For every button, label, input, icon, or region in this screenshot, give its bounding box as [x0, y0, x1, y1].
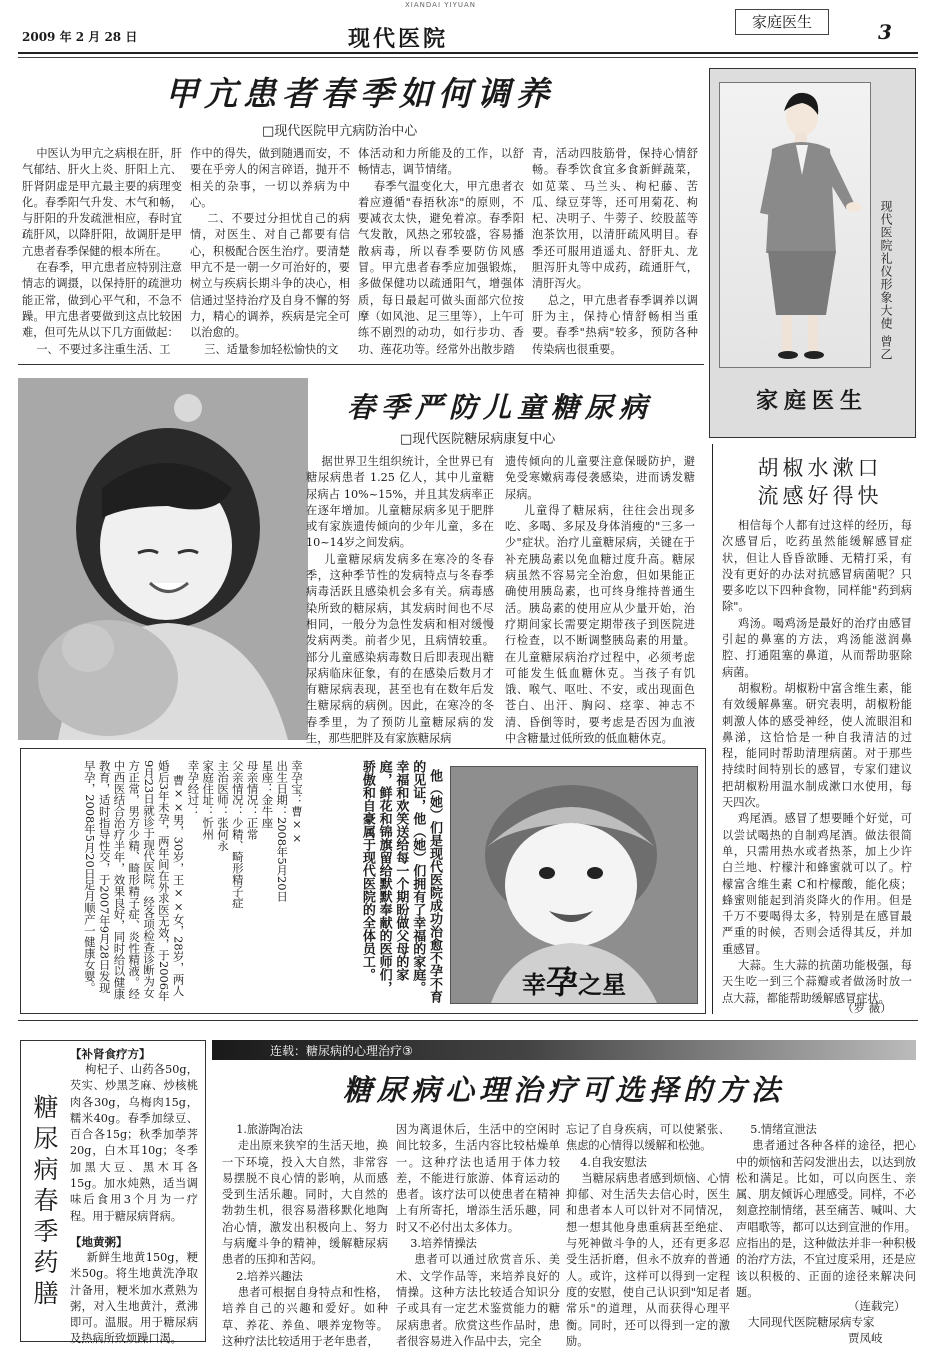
star-intro: 他（她）们是现代医院成功治愈不孕不育的见证，他（她）们拥有了幸福的家庭。幸福和欢笑送给每一个期盼做父母的家庭，鲜花和锦旗留给默默奉献的医师们，骄傲和自豪属于现代医院的全体员工。 [359, 760, 442, 1004]
header-rule-thin [18, 57, 918, 58]
header-rule [18, 52, 918, 54]
recipes-heading-1: 【补肾食疗方】 [70, 1047, 151, 1061]
article3-col1: 1.旅游陶冶法 走出原来狭窄的生活天地，换一下环境，投入大自然，非常容易摆脱不良心情的影响，从而感受到生活乐趣。同时，大自然的勃勃生机，很容易潜移默化地陶冶心情，激发出积极向上、努力与病魔斗争的精神，缓解糖尿病患者的压抑和苦闷。 2.培养兴趣法 患者可根据自身特点和性格，培养自己的兴趣和爱好。如种草、养花、养鱼、喂养宠物等。这种疗法比较适用于老年患者， [222, 1123, 388, 1348]
article1-byline: □现代医院甲亢病防治中心 [262, 124, 418, 139]
sidebar-divider [712, 444, 713, 1014]
article1-col1: 中医认为甲亢之病根在肝，肝气郁结、肝火上炎、肝阳上亢、肝肾阴虚是甲亢最主要的病理变化。春季阳气升发、木气和畅，与肝阳的升发疏泄相应，春时宜疏肝风，以降肝阳，故调肝是甲亢患者春季保健的根本所在。 在春季，甲亢患者应特别注意情志的调摄，以保持肝的疏泄功能正常，做到心平气和，不急不躁。甲亢患者要做到这点比较困难，但可先从以下几方面做起： 一、不要过多注重生活、工 [22, 147, 182, 356]
star-label-big: 孕 [545, 963, 578, 1001]
article2-col2: 遗传倾向的儿童要注意保暖防护，避免受寒嫩病毒侵袭感染，进而诱发糖尿病。 儿童得了糖尿病，往往会出现多吃、多喝、多尿及身体消瘦的"三多一少"症状。治疗儿童糖尿病，关键在于补充胰岛素以免血糖过度升高。糖尿病虽然不容易完全治愈，但如果能正确使用胰岛素，也可终身维持普通生活。胰岛素的使用应从少量开始，治疗期间家长需要定期带孩子到医院进行检查，以不断调整胰岛素的用量。在儿童糖尿病治疗过程中，必须考虑可能发生低血糖休克。当孩子有饥饿、喉气、呕吐、不安，或出现面色苍白、出汗、胸闷、痉挛、神志不清、昏倒等时，要考虑是否因为血液中含糖量过低所致的低血糖休克。 [505, 455, 695, 746]
ambassador-caption: 现代医院礼仪形象大使 曾乙 [879, 200, 893, 361]
article3-author-3: 贾凤岐 [848, 1331, 883, 1345]
article1-col2: 作中的得失，做到随遇而安，不要在乎旁人的闲言碎语，抛开不相关的杂事，一切以养病为中心。 二、不要过分担忧自己的病情，对医生、对自己都要有信心，积极配合医生治疗。要清楚甲亢不是一朝一夕可治好的，要树立与疾病长期斗争的决心，相信通过坚持治疗及自身不懈的努力，精心的调养，疾病是完全可以治愈的。 三、适量参加轻松愉快的文 [190, 147, 350, 356]
page-number: 3 [878, 20, 892, 44]
issue-date: 2009 年 2 月 28 日 [22, 30, 138, 44]
recipes-body-2: 新鲜生地黄150g，粳米50g。将生地黄洗净取汁备用，粳米加水煮熟为粥，对入生地黄汁，煮沸即可。温服。用于糖尿病及热病所致烦躁口渴。 [70, 1251, 198, 1346]
article3-col3: 忘记了自身疾病，可以使紧张、焦虑的心情得以缓解和松弛。 4.自我安慰法 当糖尿病患者感到烦恼、心情抑郁、对生活失去信心时，医生和患者本人可以针对不同情况，想一想其他身患重病甚至绝症、与死神做斗争的人，还有更多忍受生活折磨，但永不放弃的普通人。或许，这样可以得到一定程度的安慰，使自己认识到"知足者常乐"的道理，从而获得心理平衡。同时，还可以得到一定的激励。 [566, 1123, 730, 1348]
article3-author-2: 大同现代医院糖尿病专家 [748, 1315, 875, 1329]
sidebar-title-2: 流感好得快 [757, 484, 883, 508]
sidebar-author: （罗 薇） [842, 1001, 892, 1015]
article1-title: 甲亢患者春季如何调养 [165, 74, 555, 113]
recipes-body-1: 枸杞子、山药各50g，芡实、炒黑芝麻、炒核桃肉各30g，乌梅肉15g，糯米40g。春季加绿豆、百合各15g；秋季加荸荠20g，白木耳10g；冬季加黑大豆、黑木耳各15g。加水炖熟，适当调味后食用3个月为一疗程。用于糖尿病肾病。 [70, 1063, 198, 1223]
section-tag: 家庭医生 [735, 9, 829, 35]
article1-col4: 青，活动四肢筋骨，保持心情舒畅。春季饮食宜多食新鲜蔬菜，如苋菜、马兰头、枸杞藤、苦瓜、绿豆芽等，还可用菊花、枸杞、决明子、牛蒡子、绞股蓝等泡茶饮用，以清肝疏风明目。春季还可服用逍遥丸、舒肝丸、龙胆泻肝丸等中成药，疏通肝气，清肝泻火。 总之，甲亢患者春季调养以调肝为主，保持心情舒畅相当重要。春季"热病"较多，预防各种传染病也很重要。 [532, 147, 698, 356]
article2-col1: 据世界卫生组织统计，全世界已有糖尿病患者 1.25 亿人，其中儿童糖尿病占 10%~15%，并且其发病率正在逐年增加。儿童糖尿病多见于肥胖或有家族遗传倾向的少年儿童，多在10~14岁之间发病。 儿童糖尿病发病多在寒冷的冬春季，这种季节性的发病特点与冬春季病毒活跃且感染机会多有关。病毒感染所致的糖尿病，其发病时间也不尽相同，一般分为急性发病和相对缓慢发病两类。前者少见，且病情较重。部分儿童感染病毒数日后即表现出糖尿病临床征象，有的在感染后数月才有糖尿病表现，甚至也有在数年后发生糖尿病的病例。因此，在寒冷的冬春季里，为了预防儿童糖尿病的发生，那些肥胖及有家族糖尿病 [306, 455, 494, 746]
star-label [451, 957, 697, 1003]
series-bar-label: 连载：糖尿病的心理治疗③ [270, 1044, 413, 1058]
article3-author-1: （连载完） [848, 1299, 906, 1313]
sidebar-title-1: 胡椒水漱口 [757, 456, 883, 480]
star-details: 幸孕宝：曹×× 出生日期：2008年5月20日 星座：金牛座 母亲情况：正常 父亲情况：少精、畸形精子症 主治医师：张何永 家庭住址：忻州 幸孕经过： 曹××男，30岁，王××女，28岁，两人婚后3年未孕，两年间在外求医无效，于2006年9月23日就诊于现代医院。经各项检查诊断为女方正常，男方少精、畸形精子症、炎性精液。经中西医结合治疗半年，效果良好，同时给以健康教育，适时指导性交，于2007年9月28日发现早孕，2008年5月20日足月顺产一健康女婴。 [82, 760, 304, 1002]
sidebar-body: 相信每个人都有过这样的经历，每次感冒后，吃药虽然能缓解感冒症状，但让人昏昏欲睡、无精打采，有没有更好的办法对抗感冒病菌呢？只要多吃以下四种食物，同样能"药到病除"。 鸡汤。喝鸡汤是最好的治疗由感冒引起的鼻塞的方法，鸡汤能滋润鼻腔、打通阻塞的鼻道，从而帮助驱除病菌。 胡椒粉。胡椒粉中富含维生素，能有效缓解鼻塞。研究表明，胡椒粉能刺激人体的感受神经，使人流眼泪和鼻涕，这恰恰是一种自我清洁的过程，能同时帮助清理病菌。对于那些持续时间特别长的感冒，专家们建议把胡椒粉用温水制成漱口水使用，每天四次。 鸡尾酒。感冒了想要睡个好觉，可以尝试喝热的自制鸡尾酒。做法很简单，只需用热水或者热茶，加上少许白兰地、柠檬汁和蜂蜜就可以了。柠檬富含维生素 C和柠檬酸，能化痰；蜂蜜则能起到消炎降火的作用。但是千万不要喝得太多，特别是在感冒最严重的时候，否则会适得其反，并加重感冒。 大蒜。生大蒜的抗菌功能极强，每天生吃一到三个蒜瓣或者做汤时放一点大蒜，都能帮助缓解感冒症状。 [722, 519, 912, 1005]
article3-title: 糖尿病心理治疗可选择的方法 [342, 1073, 785, 1107]
paper-name: 现代医院 [348, 26, 449, 52]
star-label-pre: 幸 [521, 971, 546, 999]
article1-col3: 体活动和力所能及的工作，以舒畅情志，调节情绪。 春季气温变化大，甲亢患者衣着应遵循"春捂秋冻"的原则，不要减衣太快，避免着凉。春季阳气发散，风热之邪较盛，容易播散病毒，所以春季要防仿风感冒。甲亢患者春季应加强锻炼，多做保健功以疏通阳气，增强体质，每日最起可做头面部穴位按摩（如风池、足三里等），上午可练不剧烈的动功，如行步功、香功、莲花功等。经常外出散步踏 [358, 147, 524, 356]
article1-end-rule [18, 364, 704, 365]
ambassador-photo [719, 82, 871, 368]
top-mark: XIANDAI YIYUAN [405, 1, 476, 9]
bottom-section-rule [18, 1020, 918, 1021]
recipes-heading-2: 【地黄粥】 [70, 1235, 128, 1249]
series-bar [212, 1040, 916, 1060]
article3-col2: 因为离退休后，生活中的空闲时间比较多，生活内容比较枯燥单一。这种疗法也适用于体力较差，不能进行旅游、体育运动的患者。该疗法可以使患者在精神上有所寄托，增添生活乐趣，同时又不必付出太多体力。 3.培养情操法 患者可以通过欣赏音乐、美术、文学作品等，来培养良好的情操。这种方法比较适合知识分子或具有一定艺术鉴赏能力的糖尿病患者。欣赏这些作品时，患者很容易进入作品中去，完全 [396, 1123, 560, 1348]
baby-photo [450, 766, 698, 1004]
star-label-post: 之星 [578, 971, 626, 999]
ambassador-label: 家庭医生 [755, 389, 868, 414]
article2-byline: □现代医院糖尿病康复中心 [400, 432, 556, 447]
girl-photo [18, 378, 308, 740]
article2-title: 春季严防儿童糖尿病 [346, 391, 653, 424]
recipes-vertical-title: 糖尿病春季药膳 [30, 1094, 59, 1311]
article3-col4: 5.情绪宣泄法 患者通过各种各样的途径，把心中的烦恼和苦闷发泄出去，以达到放松和满足。比如，可以向医生、亲属、朋友倾诉心理感受。同样，不必刻意控制情绪，甚至痛苦、喊叫、大声唱歌等，都可以达到宣泄的作用。应指出的是，这种做法并非一种积极的治疗方法，不宜过度采用，还是应该以积极的、正面的途径来解决问题。 [736, 1123, 916, 1299]
